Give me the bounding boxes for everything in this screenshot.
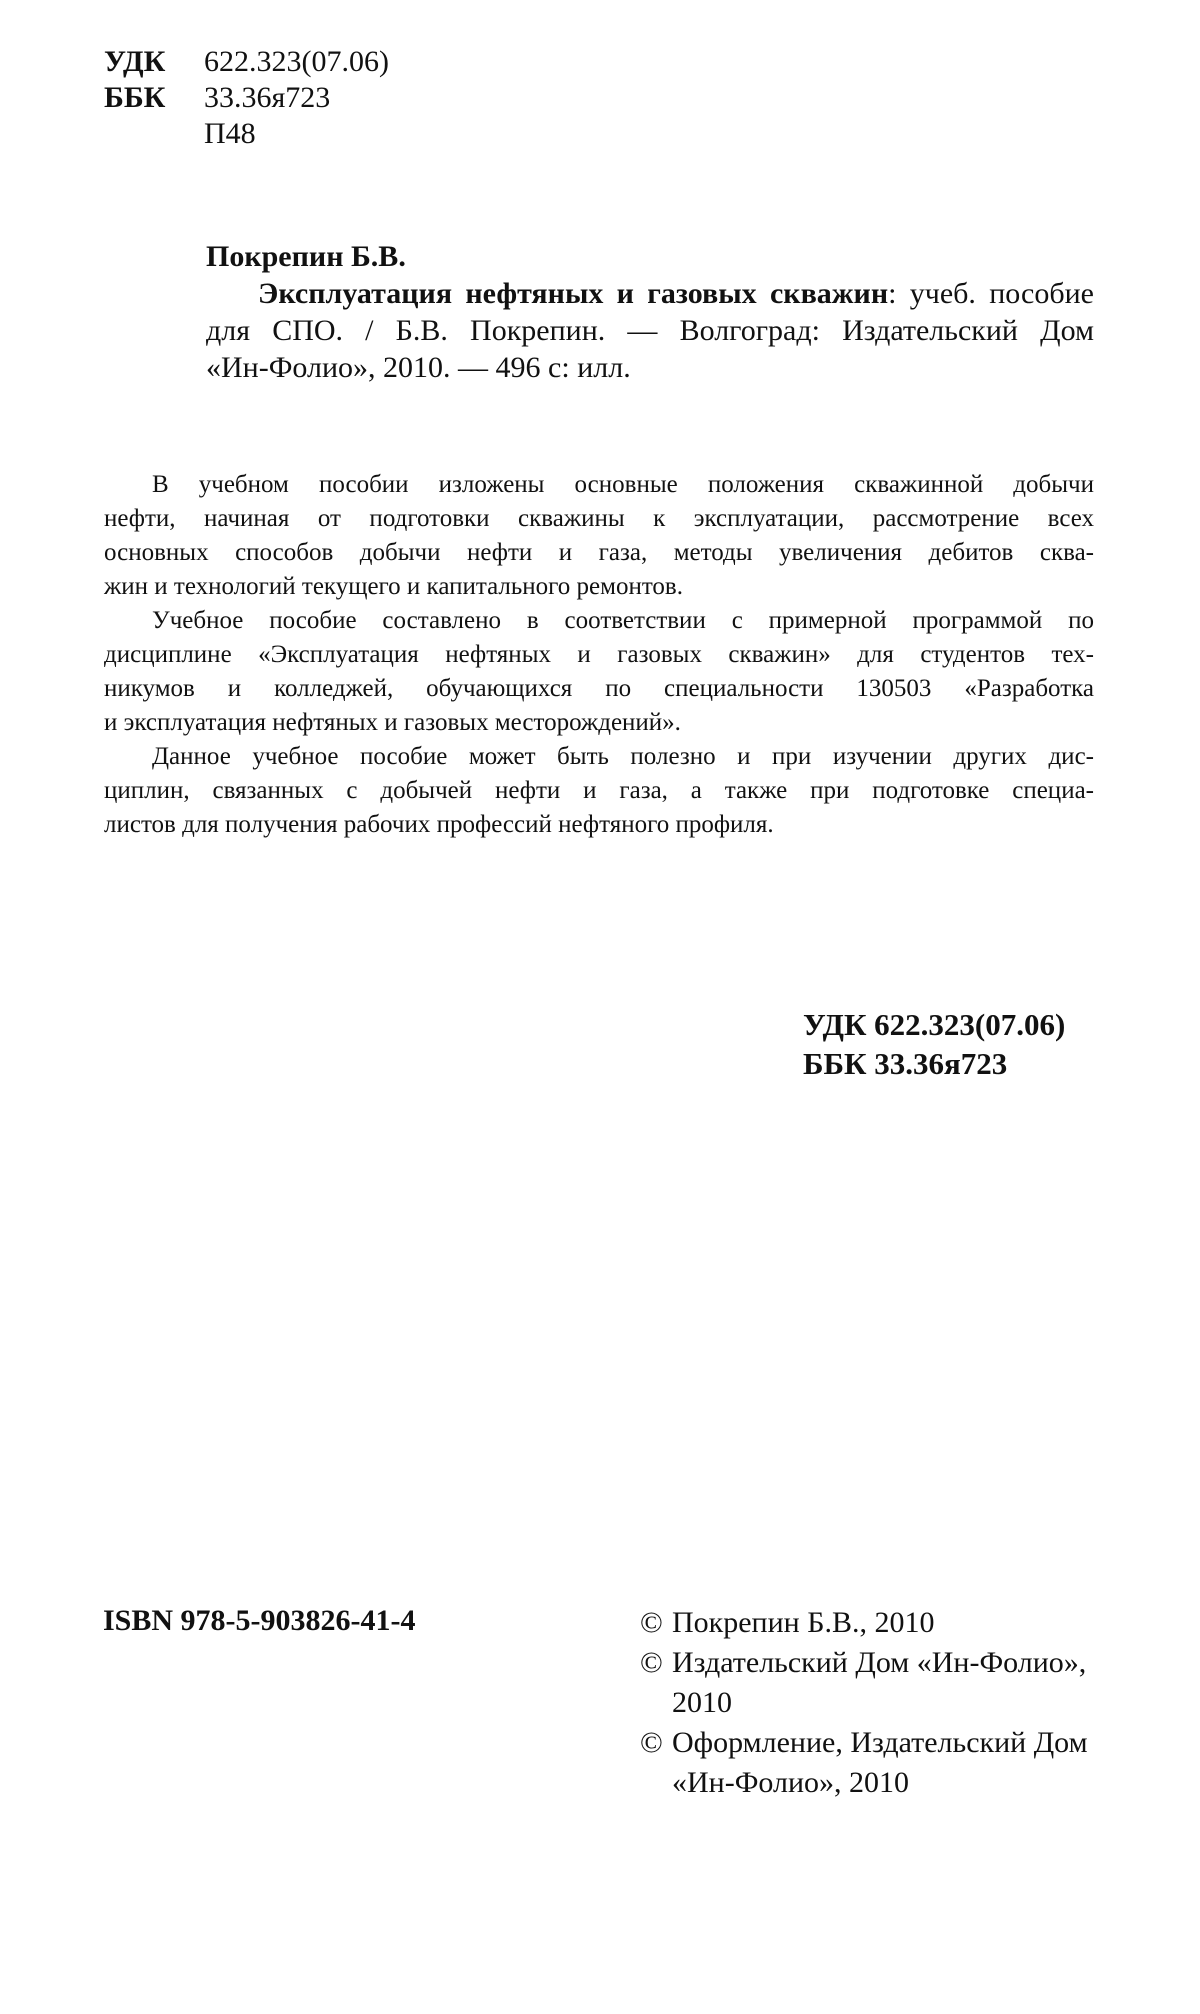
bbk-row — [104, 80, 389, 116]
biblio-title-line — [206, 275, 1094, 312]
bottom-udk: УДК 622.323(07.06) — [803, 1007, 1066, 1042]
udk-row — [104, 44, 389, 80]
bbk-label: ББК — [104, 81, 166, 114]
bbk-value: 33.36я723 — [204, 81, 331, 114]
biblio-line-3: «Ин-Фолио», 2010. — 496 с: илл. — [206, 351, 631, 384]
copyright-item — [640, 1643, 1100, 1723]
abstract-paragraph-1 — [104, 468, 1094, 604]
copyright-block — [640, 1603, 1100, 1803]
abstract-line: основных способов добычи нефти и газа, методы увеличения дебитов сква- — [104, 539, 1094, 566]
isbn: ISBN 978-5-903826-41-4 — [103, 1604, 416, 1637]
abstract-line: Учебное пособие составлено в соответствии с примерной программой по — [152, 607, 1094, 634]
abstract-line: и эксплуатация нефтяных и газовых месторождений». — [104, 709, 681, 736]
bottom-classification-codes — [803, 1005, 1065, 1083]
bibliographic-record — [206, 238, 1096, 386]
classification-codes — [104, 44, 389, 152]
abstract-line: Данное учебное пособие может быть полезно и при изучении других дис- — [152, 743, 1094, 770]
abstract-paragraph-2 — [104, 604, 1094, 740]
copyright-design: Оформление, Издательский Дом «Ин-Фолио», 2010 — [672, 1726, 1088, 1799]
author-mark-row — [104, 116, 389, 152]
abstract-line: циплин, связанных с добычей нефти и газа, а также при подготовке специа- — [104, 777, 1094, 804]
copyright-item — [640, 1603, 1100, 1643]
copyright-icon: © — [640, 1646, 663, 1679]
copyright-icon: © — [640, 1606, 663, 1639]
copyright-icon: © — [640, 1726, 663, 1759]
copyright-publisher: Издательский Дом «Ин-Фолио», 2010 — [672, 1646, 1087, 1719]
abstract-paragraph-3 — [104, 740, 1094, 842]
abstract-line: нефти, начиная от подготовки скважины к эксплуатации, рассмотрение всех — [104, 505, 1094, 532]
abstract-line: листов для получения рабочих профессий нефтяного профиля. — [104, 811, 774, 838]
author-mark: П48 — [204, 117, 256, 150]
udk-value: 622.323(07.06) — [204, 45, 389, 78]
biblio-author: Покрепин Б.В. — [206, 240, 406, 273]
abstract-line: В учебном пособии изложены основные положения скважинной добычи — [152, 471, 1094, 498]
abstract-line: никумов и колледжей, обучающихся по специальности 130503 «Разработка — [104, 675, 1094, 702]
abstract-line: жин и технологий текущего и капитального ремонтов. — [104, 573, 683, 600]
biblio-description — [0, 275, 1094, 386]
book-title: Эксплуатация нефтяных и газовых скважин — [258, 277, 889, 310]
bottom-bbk: ББК 33.36я723 — [803, 1046, 1008, 1081]
abstract — [104, 468, 1094, 842]
copyright-author: Покрепин Б.В., 2010 — [672, 1606, 935, 1639]
biblio-line-2: для СПО. / Б.В. Покрепин. — Волгоград: Издательский Дом — [206, 314, 1094, 347]
udk-label: УДК — [104, 45, 166, 78]
book-type: : учеб. пособие — [888, 277, 1094, 310]
abstract-line: дисциплине «Эксплуатация нефтяных и газовых скважин» для студентов тех- — [104, 641, 1094, 668]
copyright-item — [640, 1723, 1100, 1803]
